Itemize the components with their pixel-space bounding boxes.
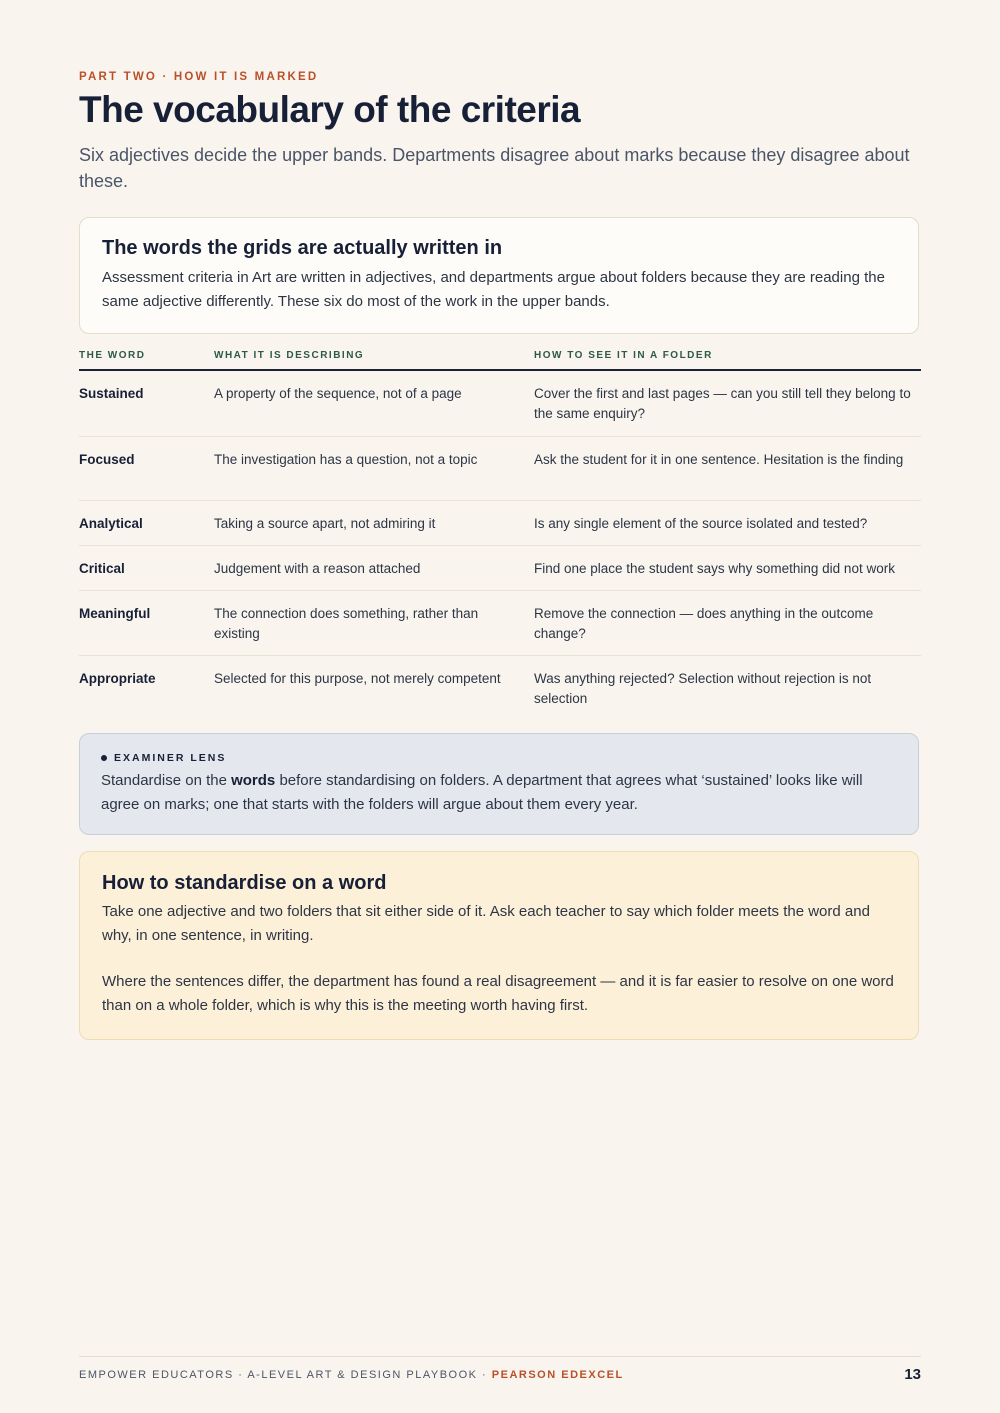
page-title: The vocabulary of the criteria (79, 89, 581, 130)
footer-publication (79, 1369, 624, 1381)
page-subtitle: Six adjectives decide the upper bands. Departments disagree about marks because they disagree about these. (79, 145, 910, 191)
row-describing: Selected for this purpose, not merely competent (214, 671, 501, 686)
row-word: Sustained (79, 386, 144, 401)
lens-text-after: before standardising on folders. A department that agrees what ‘sustained’ looks like will agree on marks; one that starts with the folders will argue about them every year. (101, 772, 863, 813)
how-to-paragraph-1: Take one adjective and two folders that sit either side of it. Ask each teacher to say which folder meets the word and why, in one sentence, in writing. (102, 903, 870, 944)
examiner-lens-label-text: EXAMINER LENS (114, 752, 227, 764)
intro-callout (79, 217, 919, 334)
row-word: Critical (79, 561, 125, 576)
row-word: Focused (79, 452, 135, 467)
row-word: Analytical (79, 516, 143, 531)
intro-heading: The words the grids are actually written in (102, 237, 503, 259)
bullet-dot-icon (101, 755, 107, 761)
footer-series: EMPOWER EDUCATORS · A-LEVEL ART & DESIGN PLAYBOOK · (79, 1368, 492, 1381)
row-how: Was anything rejected? Selection without rejection is not selection (534, 671, 872, 706)
page-number: 13 (904, 1366, 921, 1383)
row-word: Meaningful (79, 606, 151, 621)
column-header-how: HOW TO SEE IT IN A FOLDER (534, 350, 713, 361)
table-row (79, 591, 921, 656)
table-row (79, 371, 921, 437)
lens-text-bold: words (231, 772, 276, 789)
intro-body: Assessment criteria in Art are written in adjectives, and departments argue about folders because they are reading the same adjective differently. These six do most of the work in the upper bands. (102, 269, 885, 310)
row-how: Cover the first and last pages — can you still tell they belong to the same enquiry? (534, 386, 911, 421)
examiner-lens-callout (79, 733, 919, 835)
table-row (79, 546, 921, 591)
criteria-table (79, 349, 921, 716)
row-how: Remove the connection — does anything in the outcome change? (534, 606, 874, 641)
examiner-lens-body (101, 769, 897, 816)
how-to-heading: How to standardise on a word (102, 872, 387, 894)
table-header (79, 349, 921, 371)
how-to-callout (79, 851, 919, 1040)
row-describing: Taking a source apart, not admiring it (214, 516, 436, 531)
footer-brand: PEARSON EDEXCEL (491, 1368, 624, 1381)
how-to-paragraph-2: Where the sentences differ, the department has found a real disagreement — and it is far easier to resolve on one word than on a whole folder, which is why this is the meeting worth having first. (102, 973, 894, 1014)
row-how: Ask the student for it in one sentence. Hesitation is the finding (534, 452, 904, 467)
column-header-word: THE WORD (79, 350, 146, 361)
examiner-lens-label (101, 752, 897, 764)
row-word: Appropriate (79, 671, 156, 686)
row-how: Is any single element of the source isolated and tested? (534, 516, 868, 531)
row-describing: A property of the sequence, not of a page (214, 386, 462, 401)
section-kicker: PART TWO · HOW IT IS MARKED (79, 71, 319, 83)
row-describing: The connection does something, rather than existing (214, 606, 479, 641)
table-row (79, 501, 921, 546)
table-row (79, 437, 921, 501)
row-how: Find one place the student says why something did not work (534, 561, 895, 576)
lens-text-before: Standardise on the (101, 772, 232, 789)
column-header-describing: WHAT IT IS DESCRIBING (214, 350, 365, 361)
row-describing: Judgement with a reason attached (214, 561, 421, 576)
row-describing: The investigation has a question, not a topic (214, 452, 478, 467)
page-footer (79, 1356, 921, 1383)
table-row (79, 656, 921, 716)
